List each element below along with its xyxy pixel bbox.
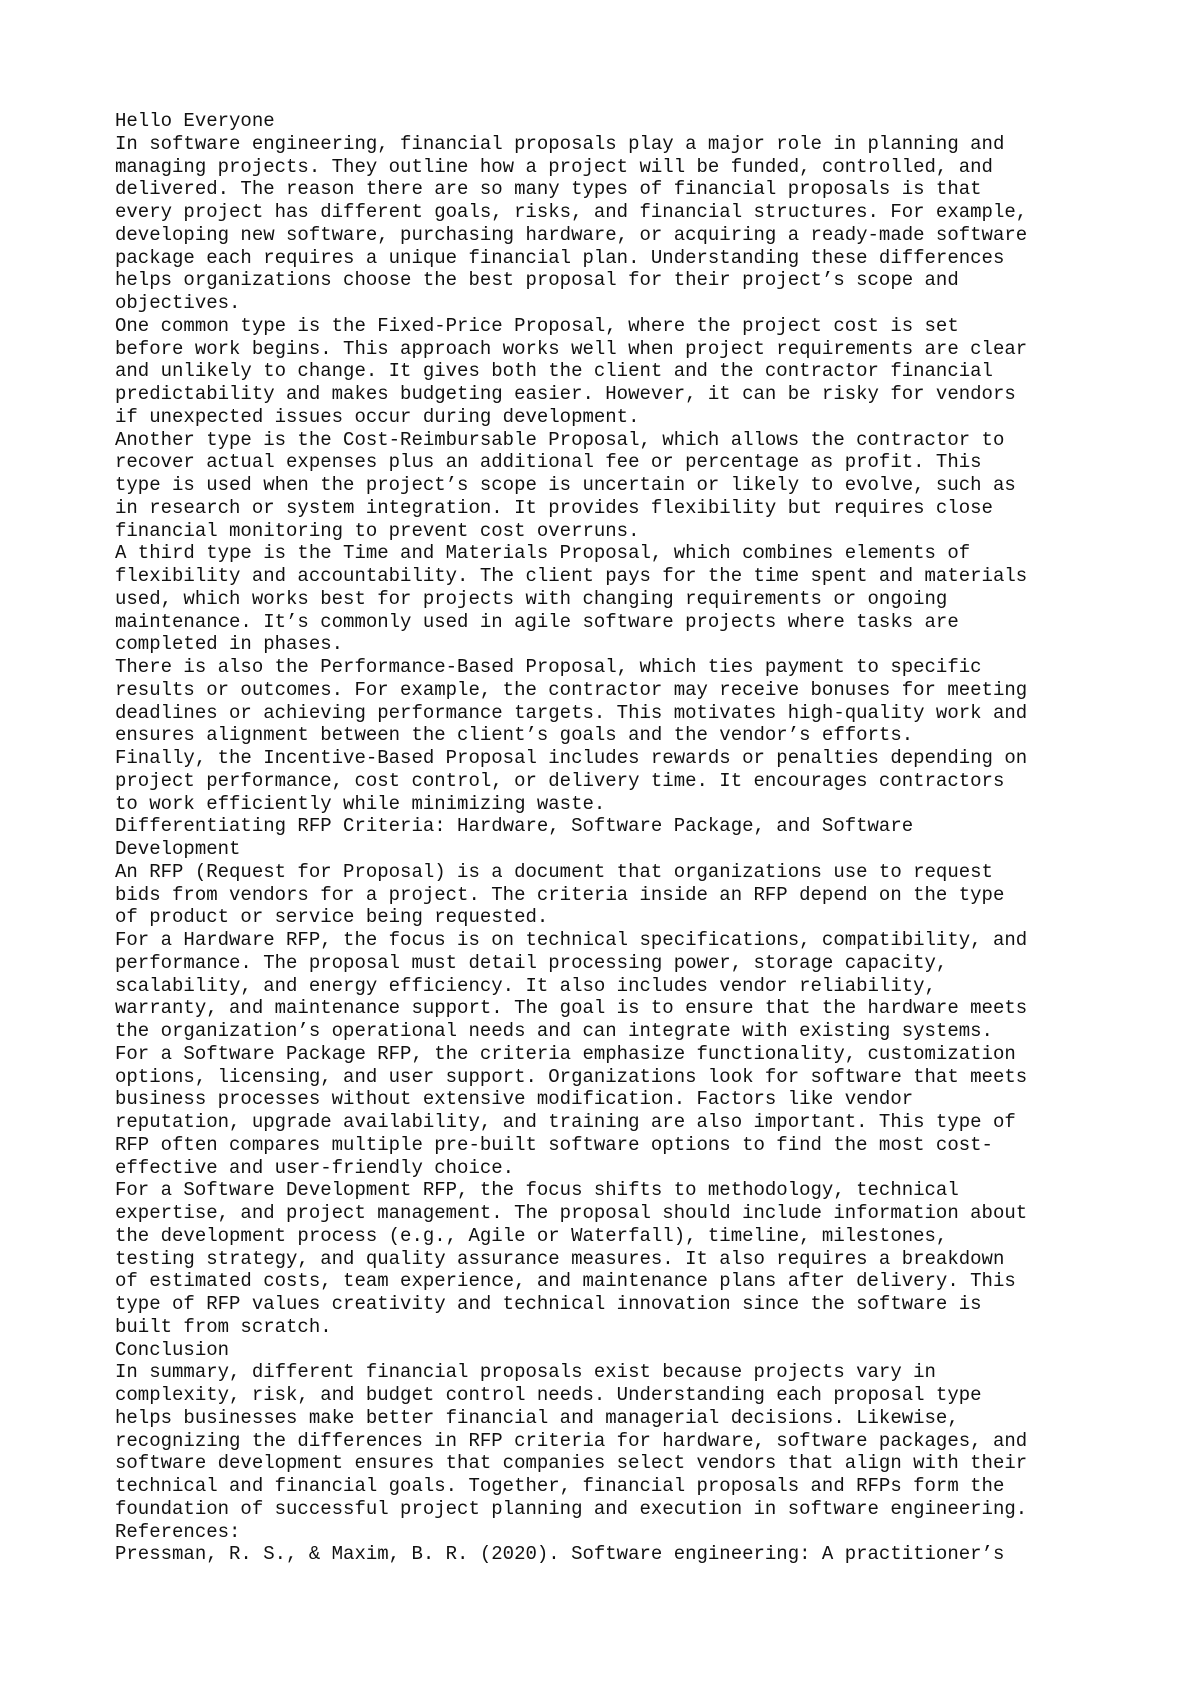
text-line: the development process (e.g., Agile or Waterfall), timeline, milestones,: [115, 1224, 948, 1247]
text-line: in research or system integration. It provides flexibility but requires close: [115, 496, 993, 519]
document-body: [115, 110, 1115, 1566]
text-line: and unlikely to change. It gives both the client and the contractor financial: [115, 360, 993, 383]
text-line: every project has different goals, risks, and financial structures. For example,: [115, 201, 1028, 223]
text-line: In summary, different financial proposals exist because projects vary in: [115, 1361, 936, 1384]
text-line: scalability, and energy efficiency. It also includes vendor reliability,: [115, 974, 936, 997]
text-line: recognizing the differences in RFP criteria for hardware, software packages, and: [115, 1429, 1028, 1452]
text-line: built from scratch.: [115, 1315, 332, 1338]
text-line: helps businesses make better financial and managerial decisions. Likewise,: [115, 1406, 959, 1429]
text-line: warranty, and maintenance support. The goal is to ensure that the hardware meets: [115, 997, 1028, 1020]
text-line: delivered. The reason there are so many types of financial proposals is that: [115, 178, 982, 201]
text-line: RFP often compares multiple pre-built software options to find the most cost-: [115, 1133, 993, 1156]
text-line: package each requires a unique financial plan. Understanding these differences: [115, 246, 1005, 269]
text-line: used, which works best for projects with changing requirements or ongoing: [115, 587, 948, 610]
text-line: complexity, risk, and budget control needs. Understanding each proposal type: [115, 1384, 982, 1406]
text-line: before work begins. This approach works well when project requirements are clear: [115, 337, 1028, 360]
text-line: type is used when the project’s scope is uncertain or likely to evolve, such as: [115, 474, 1016, 496]
text-line: For a Software Development RFP, the focus shifts to methodology, technical: [115, 1179, 959, 1202]
text-line: deadlines or achieving performance targets. This motivates high-quality work and: [115, 701, 1028, 724]
text-line: performance. The proposal must detail processing power, storage capacity,: [115, 951, 948, 974]
text-line: An RFP (Request for Proposal) is a document that organizations use to request: [115, 860, 993, 883]
text-line: financial monitoring to prevent cost overruns.: [115, 519, 640, 542]
text-line: options, licensing, and user support. Organizations look for software that meets: [115, 1065, 1028, 1088]
text-line: reputation, upgrade availability, and training are also important. This type of: [115, 1111, 1016, 1133]
text-line: managing projects. They outline how a project will be funded, controlled, and: [115, 155, 993, 178]
text-line: to work efficiently while minimizing waste.: [115, 792, 606, 815]
text-line: expertise, and project management. The proposal should include information about: [115, 1202, 1028, 1224]
text-line: Finally, the Incentive-Based Proposal includes rewards or penalties depending on: [115, 747, 1028, 769]
text-line: One common type is the Fixed-Price Proposal, where the project cost is set: [115, 314, 959, 337]
text-line: Hello Everyone: [115, 110, 275, 132]
text-line: objectives.: [115, 292, 241, 314]
text-line: Differentiating RFP Criteria: Hardware, Software Package, and Software: [115, 815, 914, 838]
text-line: Pressman, R. S., & Maxim, B. R. (2020). Software engineering: A practitioner’s: [115, 1543, 1005, 1566]
text-line: testing strategy, and quality assurance measures. It also requires a breakdown: [115, 1247, 1005, 1270]
text-line: For a Software Package RFP, the criteria emphasize functionality, customization: [115, 1042, 1016, 1065]
text-line: foundation of successful project planning and execution in software engineering.: [115, 1497, 1028, 1520]
text-line: software development ensures that companies select vendors that align with their: [115, 1452, 1028, 1475]
text-line: results or outcomes. For example, the contractor may receive bonuses for meeting: [115, 678, 1028, 701]
text-line: There is also the Performance-Based Proposal, which ties payment to specific: [115, 656, 982, 678]
text-line: Conclusion: [115, 1338, 230, 1361]
text-line: technical and financial goals. Together, financial proposals and RFPs form the: [115, 1475, 1005, 1497]
text-line: business processes without extensive modification. Factors like vendor: [115, 1088, 914, 1111]
text-line: effective and user-friendly choice.: [115, 1156, 515, 1179]
text-line: In software engineering, financial proposals play a major role in planning and: [115, 132, 1005, 155]
text-line: the organization’s operational needs and can integrate with existing systems.: [115, 1020, 993, 1042]
text-line: predictability and makes budgeting easier. However, it can be risky for vendors: [115, 383, 1016, 405]
text-line: of estimated costs, team experience, and maintenance plans after delivery. This: [115, 1270, 1016, 1293]
text-line: Development: [115, 838, 241, 860]
text-line: if unexpected issues occur during development.: [115, 405, 640, 428]
text-line: A third type is the Time and Materials Proposal, which combines elements of: [115, 542, 971, 565]
text-line: recover actual expenses plus an additional fee or percentage as profit. This: [115, 451, 982, 474]
text-line: type of RFP values creativity and technical innovation since the software is: [115, 1293, 982, 1315]
text-line: Another type is the Cost-Reimbursable Proposal, which allows the contractor to: [115, 428, 1005, 451]
text-line: project performance, cost control, or delivery time. It encourages contractors: [115, 769, 1005, 792]
text-line: of product or service being requested.: [115, 906, 549, 929]
text-line: maintenance. It’s commonly used in agile software projects where tasks are: [115, 610, 959, 633]
text-line: ensures alignment between the client’s goals and the vendor’s efforts.: [115, 724, 914, 747]
text-line: helps organizations choose the best proposal for their project’s scope and: [115, 269, 959, 292]
text-line: For a Hardware RFP, the focus is on technical specifications, compatibility, and: [115, 929, 1028, 951]
text-line: completed in phases.: [115, 633, 344, 656]
text-line: References:: [115, 1520, 241, 1543]
text-line: developing new software, purchasing hardware, or acquiring a ready-made software: [115, 223, 1028, 246]
text-line: bids from vendors for a project. The criteria inside an RFP depend on the type: [115, 883, 1005, 906]
text-line: flexibility and accountability. The client pays for the time spent and materials: [115, 565, 1028, 587]
